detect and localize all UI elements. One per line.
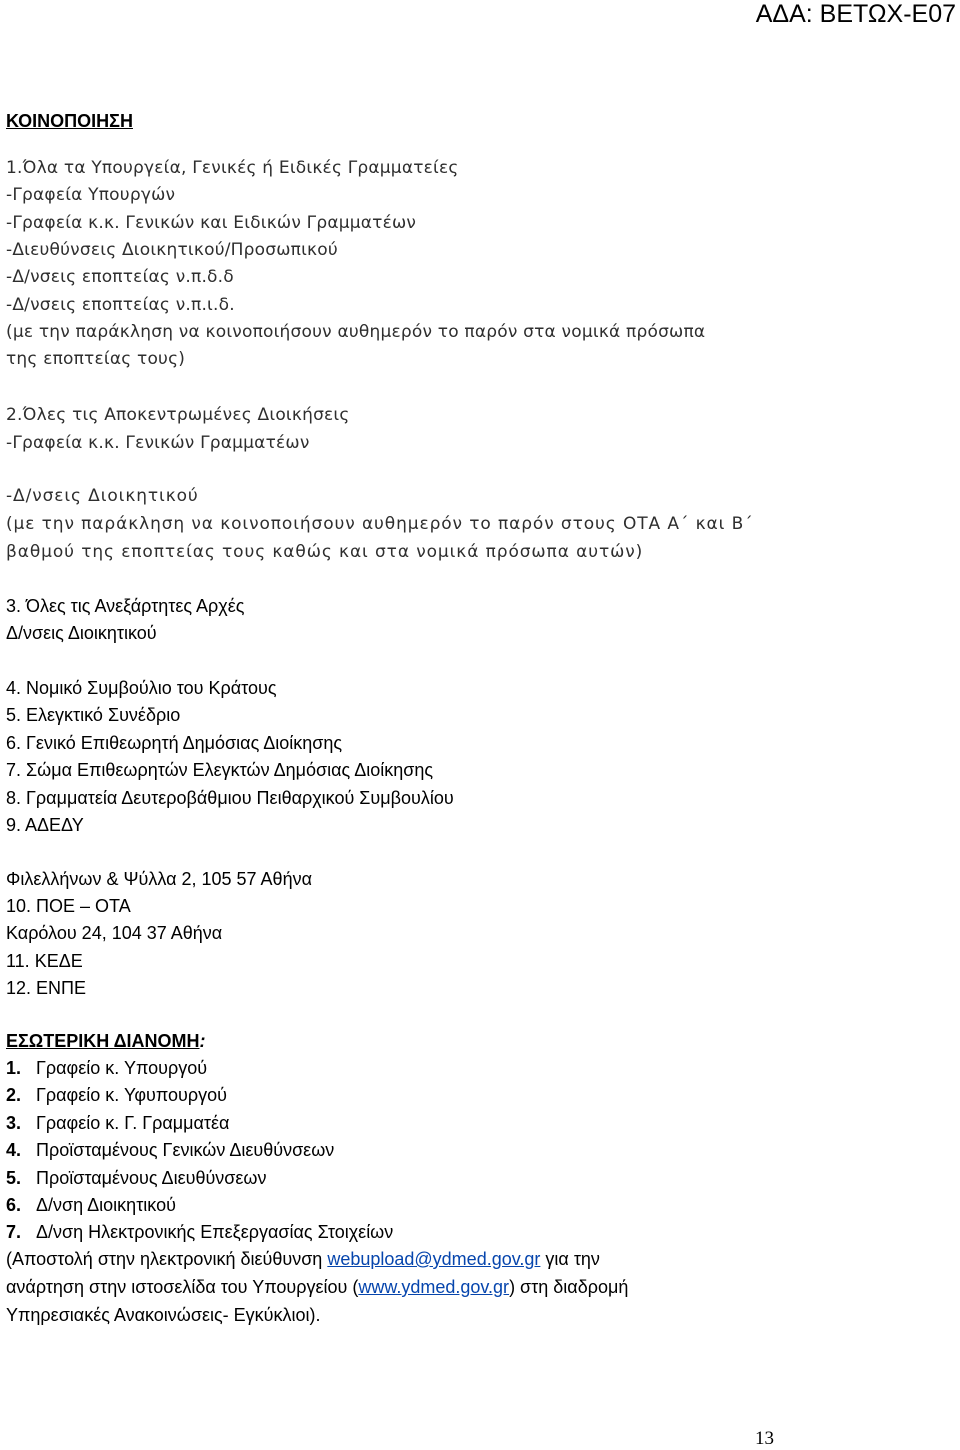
note-line-1 (6, 1248, 600, 1270)
text-line: βαθμού της εποπτείας τους καθώς και στα νομικά πρόσωπα αυτών) (6, 542, 644, 562)
list-item: Δ/νση Ηλεκτρονικής Επεξεργασίας Στοιχείων (36, 1222, 394, 1243)
text-line: 10. ΠΟΕ – ΟΤΑ (6, 896, 131, 917)
list-item: Δ/νση Διοικητικού (36, 1195, 176, 1215)
list-item: Γραφείο κ. Υφυπουργού (36, 1085, 227, 1106)
list-number: 6. (6, 1195, 22, 1215)
text-line: 5. Ελεγκτικό Συνέδριο (6, 705, 181, 726)
website-link[interactable]: www.ydmed.gov.gr (358, 1277, 510, 1297)
text-line: 1.Όλα τα Υπουργεία, Γενικές ή Ειδικές Γραμματείες (6, 158, 459, 178)
text-line: 6. Γενικό Επιθεωρητή Δημόσιας Διοίκησης (6, 732, 343, 753)
internal-title-colon: : (199, 1031, 206, 1051)
text-line: της εποπτείας τους) (6, 349, 186, 370)
internal-distribution-title (6, 1030, 206, 1052)
list-number: 2. (6, 1085, 22, 1106)
text-line: (με την παράκληση να κοινοποιήσουν αυθημερόν το παρόν στα νομικά πρόσωπα (6, 321, 706, 342)
text-line: (με την παράκληση να κοινοποιήσουν αυθημερόν το παρόν στους ΟΤΑ Α΄ και Β΄ (6, 514, 754, 534)
text-line: 8. Γραμματεία Δευτεροβάθμιου Πειθαρχικού Συμβουλίου (6, 787, 454, 808)
text-line: Δ/νσεις Διοικητικού (6, 623, 157, 643)
list-item: Προϊσταμένους Διευθύνσεων (36, 1167, 267, 1188)
note-text: ανάρτηση στην ιστοσελίδα του Υπουργείου ( (6, 1277, 359, 1297)
notification-title: ΚΟΙΝΟΠΟΙΗΣΗ (6, 111, 133, 131)
list-number: 1. (6, 1058, 22, 1078)
text-line: 4. Νομικό Συμβούλιο του Κράτους (6, 678, 277, 698)
text-line: -Δ/νσεις Διοικητικού (6, 486, 199, 506)
text-line: 12. ΕΝΠΕ (6, 977, 87, 998)
text-line: -Γραφεία κ.κ. Γενικών και Ειδικών Γραμματέων (6, 212, 417, 233)
note-text: ) στη διαδρομή (509, 1277, 629, 1297)
page-number: 13 (755, 1428, 774, 1449)
text-line: -Δ/νσεις εποπτείας ν.π.δ.δ (6, 267, 234, 288)
email-link[interactable]: webupload@ydmed.gov.gr (327, 1249, 541, 1269)
text-line: 9. ΑΔΕΔΥ (6, 815, 84, 835)
note-line-2 (6, 1276, 628, 1298)
text-line: -Διευθύνσεις Διοικητικού/Προσωπικού (6, 239, 338, 260)
note-text: για την (540, 1249, 600, 1269)
list-number: 4. (6, 1140, 22, 1161)
list-item: Γραφείο κ. Γ. Γραμματέα (36, 1112, 230, 1133)
text-line: 11. ΚΕΔΕ (6, 950, 83, 971)
text-line: Καρόλου 24, 104 37 Αθήνα (6, 923, 223, 944)
note-line-3: Υπηρεσιακές Ανακοινώσεις- Εγκύκλιοι). (6, 1305, 321, 1325)
text-line: 2.Όλες τις Αποκεντρωμένες Διοικήσεις (6, 405, 350, 425)
note-text: (Αποστολή στην ηλεκτρονική διεύθυνση (6, 1249, 328, 1269)
text-line: -Δ/νσεις εποπτείας ν.π.ι.δ. (6, 294, 235, 315)
text-line: Φιλελλήνων & Ψύλλα 2, 105 57 Αθήνα (6, 869, 312, 889)
ada-code: ΑΔΑ: ΒΕΤΩΧ-Ε07 (755, 0, 956, 28)
text-line: 7. Σώμα Επιθεωρητών Ελεγκτών Δημόσιας Διοίκησης (6, 760, 434, 781)
list-number: 3. (6, 1112, 22, 1133)
text-line: -Γραφεία Υπουργών (6, 185, 176, 206)
internal-title-text: ΕΣΩΤΕΡΙΚΗ ΔΙΑΝΟΜΗ (6, 1031, 200, 1051)
list-number: 7. (6, 1222, 22, 1243)
list-number: 5. (6, 1167, 22, 1188)
text-line: 3. Όλες τις Ανεξάρτητες Αρχές (6, 596, 245, 616)
list-item: Προϊσταμένους Γενικών Διευθύνσεων (36, 1140, 335, 1161)
text-line: -Γραφεία κ.κ. Γενικών Γραμματέων (6, 433, 310, 453)
list-item: Γραφείο κ. Υπουργού (36, 1058, 208, 1078)
